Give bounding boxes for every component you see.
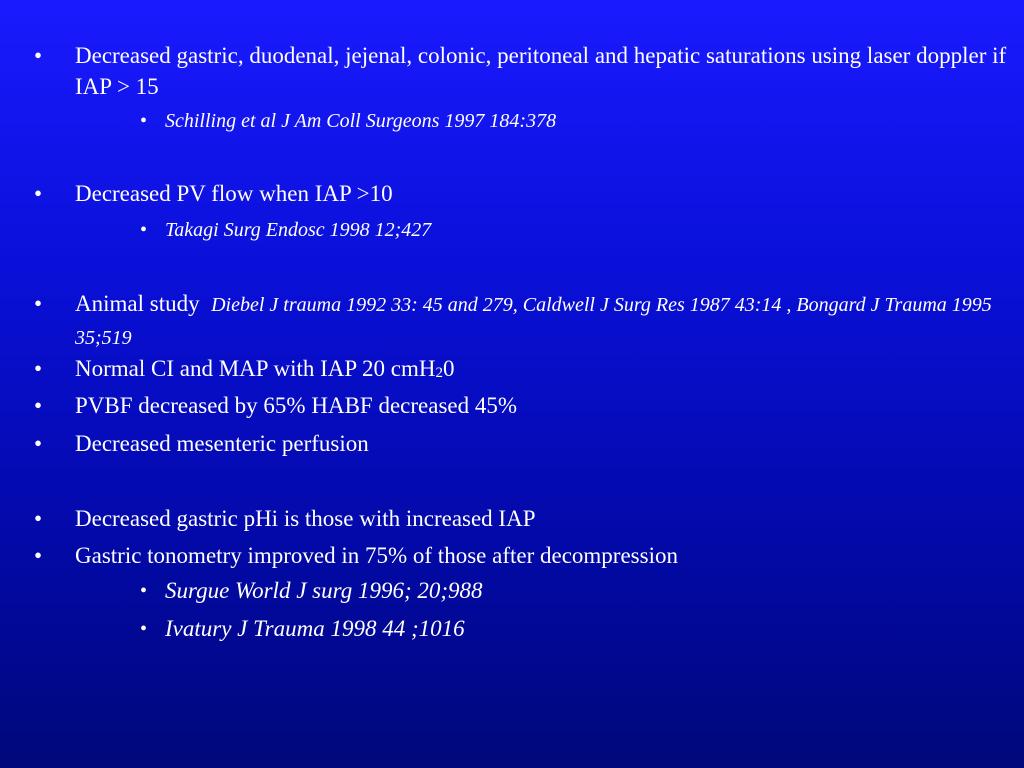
bullet-dot: •	[34, 431, 43, 456]
bullet-dot: •	[34, 543, 43, 568]
bullet-text: Decreased PV flow when IAP >10	[75, 181, 393, 206]
citation-text: Ivatury J Trauma 1998 44 ;1016	[165, 616, 465, 641]
subscript: 2	[435, 365, 444, 381]
bullet-text	[75, 288, 1015, 354]
bullet-dot: •	[34, 356, 43, 381]
citation-text: Surgue World J surg 1996; 20;988	[165, 578, 483, 603]
bullet-text: Decreased gastric pHi is those with increased IAP	[75, 506, 536, 531]
bullet-dot: •	[34, 43, 43, 68]
bullet-text: Decreased gastric, duodenal, jejenal, colonic, peritoneal and hepatic saturations using laser doppler if IAP > 15	[75, 43, 1007, 99]
bullet-dot: •	[140, 219, 148, 241]
citation-text: Schilling et al J Am Coll Surgeons 1997 184:378	[165, 110, 557, 132]
bullet-dot: •	[140, 580, 148, 602]
bullet-text: Decreased mesenteric perfusion	[75, 431, 369, 456]
animal-study-label: Animal study	[75, 291, 200, 316]
bullet-dot: •	[140, 618, 148, 640]
bullet-dot: •	[34, 393, 43, 418]
bullet-dot: •	[34, 291, 43, 316]
bullet-text: Gastric tonometry improved in 75% of those after decompression	[75, 543, 678, 568]
bullet-dot: •	[34, 181, 43, 206]
animal-study-citation: Diebel J trauma 1992 33: 45 and 279, Caldwell J Surg Res 1987 43:14 , Bongard J Trauma 1995 35;519	[75, 294, 992, 349]
bullet-text	[75, 353, 1015, 389]
bullet-dot: •	[34, 506, 43, 531]
bullet-text: PVBF decreased by 65% HABF decreased 45%	[75, 393, 518, 418]
bullet-dot: •	[140, 110, 148, 132]
citation-text: Takagi Surg Endosc 1998 12;427	[165, 219, 432, 241]
text-part: 0	[443, 356, 455, 381]
text-part: Normal CI and MAP with IAP 20 cmH	[75, 356, 436, 381]
